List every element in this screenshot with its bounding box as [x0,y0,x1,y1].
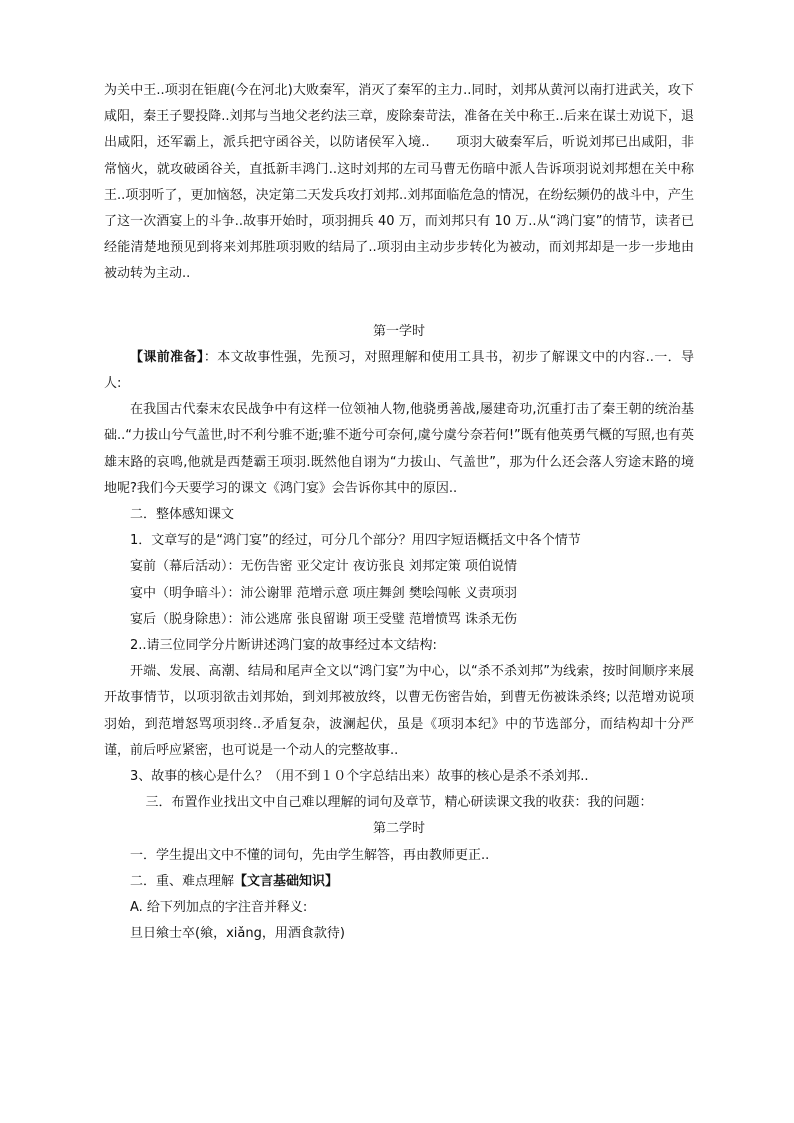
lesson2-item-a: A. 给下列加点的字注音并释义: [130,900,308,916]
question-1: 1．文章写的是“鸿门宴”的经过，可分几个部分？用四字短语概括文中各个情节 [130,533,581,549]
prep-label: 【课前准备】 [130,349,204,365]
lesson2-example: 旦日飨士卒(飨，xiǎng，用酒食款待) [130,926,345,942]
intro-paragraph: 在我国古代秦末农民战争中有这样一位领袖人物,他骁勇善战,屡建奇功,沉重打击了秦王朝的统治基础..“力拔山兮气盖世,时不利兮骓不逝;骓不逝兮可奈何,虞兮虞兮奈若何!”既有他英勇气概的写照,也有英雄末路的哀鸣,他就是西楚霸王项羽.既然他自诩为“力拔山、气盖世”，那为什么还会落人穷途末路的境地呢?我们今天要学习的课文《鸿门宴》会告诉你其中的原因.. [104,402,694,496]
banquet-after: 宴后（脱身除患）：沛公逃席 张良留谢 项王受璧 范增愤骂 诛杀无伤 [130,611,518,627]
background-paragraph: 为关中王..项羽在钜鹿(今在河北)大败秦军，消灭了秦军的主力..同时，刘邦从黄河以南打进武关，攻下咸阳，秦王子婴投降..刘邦与当地父老约法三章，废除秦苛法，准备在关中称王..后来在谋士劝说下，退出咸阳，还军霸上，派兵把守函谷关，以防诸侯军入境.. 项羽大破秦军后，听说刘邦已出咸阳，非常恼火，就攻破函谷关，直抵新丰鸿门..这时刘邦的左司马曹无伤暗中派人告诉项羽说刘邦想在关中称王..项羽听了，更加恼怒，决定第二天发兵攻打刘邦..刘邦面临危急的情况，在纷纭频仍的战斗中，产生了这一次酒宴上的斗争..故事开始时，项羽拥兵 40 万，而刘邦只有 10 万..从“鸿门宴”的情节，读者已经能清楚地预见到将来刘邦胜项羽败的结局了..项羽由主动步步转化为被动，而刘邦却是一步一步地由被动转为主动.. [104,83,694,282]
lesson2-title: 第二学时 [372,821,425,837]
prep-text: ：本文故事性强，先预习，对照理解和使用工具书，初步了解课文中的内容..一．导人: [104,349,694,392]
item2-prefix: 二．重、难点理解 [130,873,235,889]
item2-bold: 【文言基础知识】 [234,873,339,889]
prep-paragraph [104,345,694,397]
banquet-during: 宴中（明争暗斗）：沛公谢罪 范增示意 项庄舞剑 樊哙闯帐 义责项羽 [130,585,518,601]
lesson1-title: 第一学时 [372,323,425,339]
lesson2-item2 [104,869,694,895]
section2-title: 二．整体感知课文 [130,507,235,523]
banquet-before: 宴前（幕后活动）：无伤告密 亚父定计 夜访张良 刘邦定策 项伯说情 [130,559,518,575]
question-3: 3、故事的核心是什么？（用不到１０个字总结出来）故事的核心是杀不杀刘邦.. [130,769,589,785]
question-2: 2..请三位同学分片断讲述鸿门宴的故事经过本文结构: [130,638,437,654]
structure-paragraph: 开端、发展、高潮、结局和尾声全文以“鸿门宴”为中心，以“杀不杀刘邦”为线索，按时间顺序来展开故事情节，以项羽欲击刘邦始，到刘邦被放终，以曹无伤密告始，到曹无伤被诛杀终; 以范增劝说项羽始，到范增怒骂项羽终..矛盾复杂，波澜起伏，虽是《项羽本纪》中的节选部分，而结构却十分严谨，前后呼应紧密，也可说是一个动人的完整故事.. [104,664,694,758]
lesson2-item1: 一．学生提出文中不懂的词句，先由学生解答，再由教师更正.. [130,847,490,863]
document-page [104,78,694,948]
section3-homework: 三．布置作业找出文中自己难以理解的词句及章节，精心研读课文我的收获：我的问题： [145,795,653,811]
